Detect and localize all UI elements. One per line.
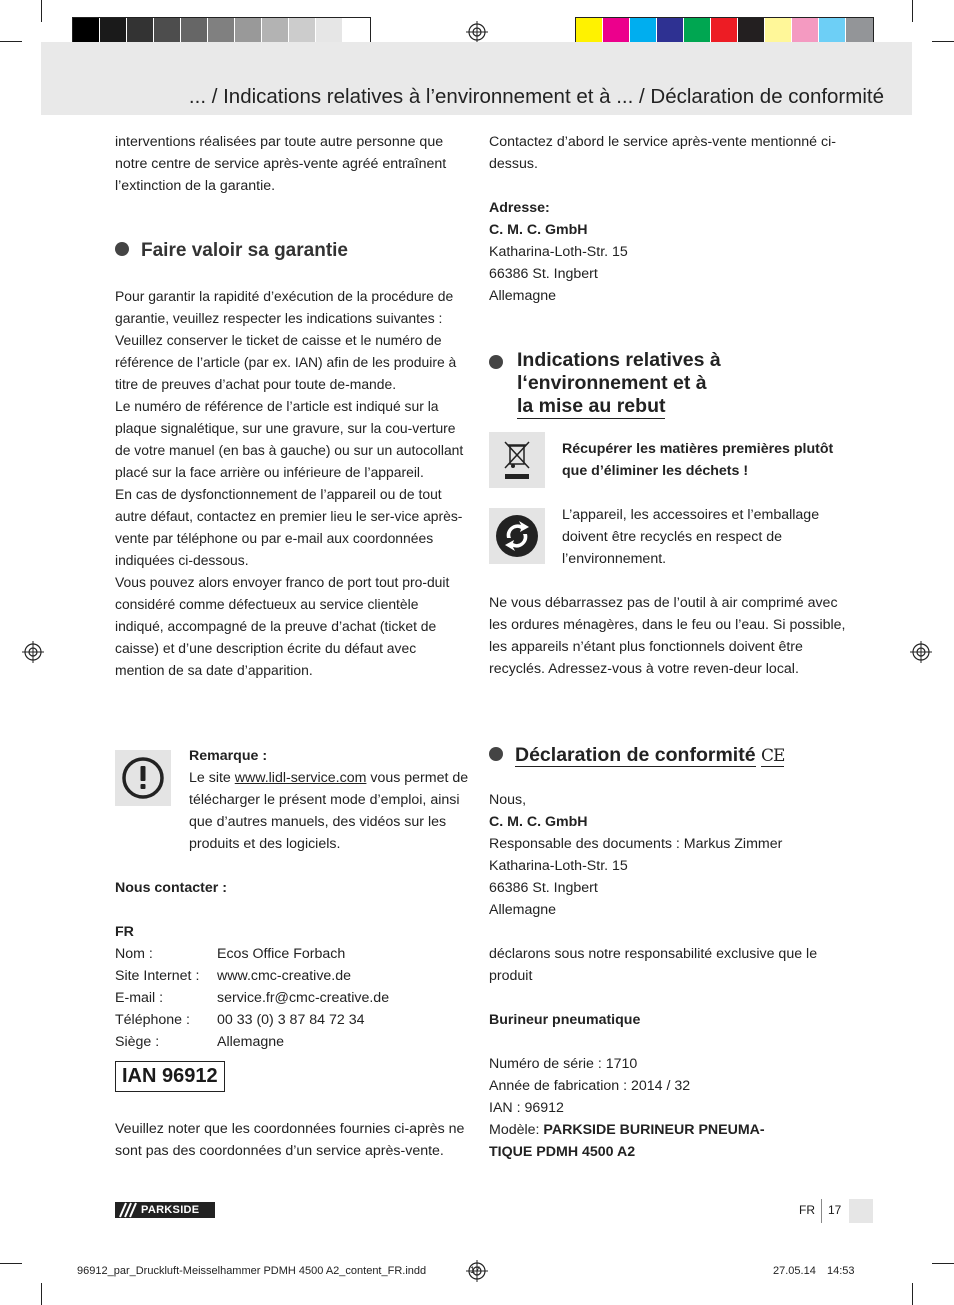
slug-filename: 96912_par_Druckluft-Meisselhammer PDMH 4500 A2_content_FR.indd — [77, 1265, 427, 1277]
contact-section — [115, 877, 467, 1053]
env-heading-line: la mise au rebut — [517, 395, 666, 417]
contact-value: Allemagne — [217, 1034, 285, 1050]
contact-key: Téléphone : — [115, 1012, 190, 1028]
contact-row — [115, 1009, 467, 1031]
parkside-logo — [115, 1202, 215, 1218]
crop-mark — [41, 0, 42, 22]
page-tab — [849, 1199, 873, 1223]
conf-company: C. M. C. GmbH — [489, 814, 588, 830]
contact-key: Siège : — [115, 1034, 160, 1050]
manufacture-year: Année de fabrication : 2014 / 32 — [489, 1078, 691, 1094]
recycling-arrows-icon — [489, 508, 545, 564]
crop-mark — [41, 1283, 42, 1305]
conformity-heading — [489, 744, 784, 768]
crossed-bin-icon — [489, 432, 545, 488]
model-label: Modèle: — [489, 1122, 544, 1138]
spacer — [115, 899, 467, 921]
note-body — [189, 767, 469, 855]
contact-row — [115, 1031, 467, 1053]
crop-mark — [932, 41, 954, 42]
environment-heading — [489, 349, 721, 419]
warranty-paragraph: Vous pouvez alors envoyer franco de port tout pro-duit considéré comme défectueux au service clientèle indiqué, accompagné de la preuve d’achat (ticket de caisse) et d’une description écrite du défaut avec mention de sa date d’apparition. — [115, 574, 450, 678]
intro-paragraph: interventions réalisées par toute autre personne que notre centre de service après-vente agréé entraînent l’extinction de la garantie. — [115, 134, 447, 194]
env-heading-line: Indications relatives à — [517, 349, 721, 371]
contact-key: E-mail : — [115, 990, 164, 1006]
spacer — [489, 1031, 849, 1053]
model-line — [489, 1119, 849, 1141]
note-title: Remarque : — [189, 748, 268, 764]
registration-mark-icon — [466, 21, 488, 43]
address-line: 66386 St. Ingbert — [489, 266, 598, 282]
contact-value: Ecos Office Forbach — [217, 946, 346, 962]
address-line: Katharina-Loth-Str. 15 — [489, 244, 628, 260]
right-column — [489, 131, 849, 307]
right-intro: Contactez d’abord le service après-vente mentionné ci-dessus. — [489, 134, 836, 172]
footer-lang: FR — [799, 1203, 815, 1217]
recycle-bold: Récupérer les matières premières plutôt que d’éliminer les déchets ! — [562, 441, 834, 479]
note-text — [189, 745, 469, 855]
recycle-text — [562, 438, 852, 482]
slug-time: 14:53 — [827, 1265, 855, 1277]
crop-mark — [932, 1263, 954, 1264]
recycle-body — [562, 504, 852, 570]
conf-line: Responsable des documents : Markus Zimmer — [489, 836, 783, 852]
footer-divider — [821, 1199, 822, 1223]
closing-paragraph — [115, 1118, 467, 1162]
left-column — [115, 131, 467, 197]
registration-mark-icon — [22, 641, 44, 663]
spacer — [489, 921, 849, 943]
contact-heading: Nous contacter : — [115, 880, 227, 896]
address-label: Adresse: — [489, 200, 550, 216]
conf-line: Katharina-Loth-Str. 15 — [489, 858, 628, 874]
warranty-paragraph: Le numéro de référence de l’article est indiqué sur la plaque signalétique, sur une gravure, sur la cou-verture de votre manuel (en bas à gauche) ou sur un autocollant placé sur la face arrière ou inférieure de l’appareil. — [115, 398, 464, 480]
conformity-body — [489, 789, 849, 1163]
env-heading-line: l‘environnement et à — [517, 372, 707, 394]
registration-mark-icon — [910, 641, 932, 663]
product-name: Burineur pneumatique — [489, 1012, 641, 1028]
page-number: 17 — [828, 1203, 842, 1217]
ce-mark-icon: CE — [760, 746, 785, 766]
stripes-icon — [115, 1202, 141, 1218]
bullet-icon — [489, 747, 503, 761]
contact-country: FR — [115, 924, 134, 940]
spacer — [489, 175, 849, 197]
conf-ian: IAN : 96912 — [489, 1100, 564, 1116]
conf-line: 66386 St. Ingbert — [489, 880, 598, 896]
closing-text: Veuillez noter que les coordonnées fournies ci-après ne sont pas des coordonnées d’un service après-vente. — [115, 1121, 465, 1159]
model-name: PARKSIDE BURINEUR PNEUMA- — [543, 1122, 765, 1138]
crop-mark — [912, 1283, 913, 1305]
slug-date: 27.05.14 — [773, 1265, 816, 1277]
contact-key: Site Internet : — [115, 968, 200, 984]
recycle-description: L’appareil, les accessoires et l’emballage doivent être recyclés en respect de l’environnement. — [562, 507, 820, 567]
lidl-service-link[interactable]: www.lidl-service.com — [234, 770, 367, 786]
conformity-heading-text: Déclaration de conformité — [515, 744, 756, 766]
contact-value: 00 33 (0) 3 87 84 72 34 — [217, 1012, 365, 1028]
ian-badge: IAN 96912 — [115, 1061, 225, 1092]
spacer — [489, 987, 849, 1009]
address-line: Allemagne — [489, 288, 557, 304]
contact-key: Nom : — [115, 946, 153, 962]
weee-icon-box — [489, 432, 545, 488]
note-icon-box — [115, 750, 171, 806]
conf-line: Allemagne — [489, 902, 557, 918]
environment-paragraph — [489, 592, 849, 680]
exclamation-icon — [115, 750, 171, 806]
brand-text: PARKSIDE — [141, 1204, 200, 1216]
warranty-body — [115, 285, 467, 681]
crop-mark — [0, 41, 22, 42]
conf-we: Nous, — [489, 792, 527, 808]
warranty-heading — [115, 239, 348, 262]
crop-mark — [912, 0, 913, 22]
warranty-paragraph: En cas de dysfonctionnement de l’appareil ou de tout autre défaut, contactez en premier lieu le ser-vice après-vente par téléphone ou par e-mail aux coordonnées indiquées ci-dessous. — [115, 486, 463, 568]
contact-value[interactable]: www.cmc-creative.de — [217, 968, 352, 984]
warranty-heading-text: Faire valoir sa garantie — [141, 240, 348, 261]
env-paragraph-text: Ne vous débarrassez pas de l’outil à air comprimé avec les ordures ménagères, dans le feu ou l’eau. Si possible, les appareils n’étant plus fonctionnels doivent être recyclés. Adressez-vous à votre reven-deur local. — [489, 595, 846, 677]
bullet-icon — [115, 242, 129, 256]
contact-row — [115, 987, 467, 1009]
contact-row — [115, 943, 467, 965]
note-post: vous permet de télécharger le présent mode d’emploi, ainsi que d’autres manuels, des vidéos sur les produits et des logiciels. — [189, 770, 469, 852]
warranty-paragraph: Pour garantir la rapidité d’exécution de la procédure de garantie, veuillez respecter les indications suivantes : Veuillez conserver le ticket de caisse et le numéro de référence de l’article (par ex. IAN) afin de les produire à titre de preuves d’achat pour toute de-mande. — [115, 288, 457, 392]
contact-row — [115, 965, 467, 987]
crop-mark — [0, 1263, 22, 1264]
note-pre: Le site — [189, 770, 235, 786]
green-dot-icon-box — [489, 508, 545, 564]
bullet-icon — [489, 355, 503, 369]
slug-page: 17 — [470, 1265, 481, 1275]
page-title: ... / Indications relatives à l’environnement et à ... / Déclaration de conformité — [188, 85, 884, 108]
address-company: C. M. C. GmbH — [489, 222, 588, 238]
conf-declare: déclarons sous notre responsabilité exclusive que le produit — [489, 946, 818, 984]
contact-value[interactable]: service.fr@cmc-creative.de — [217, 990, 390, 1006]
serial-number: Numéro de série : 1710 — [489, 1056, 638, 1072]
model-name-cont: TIQUE PDMH 4500 A2 — [489, 1144, 636, 1160]
